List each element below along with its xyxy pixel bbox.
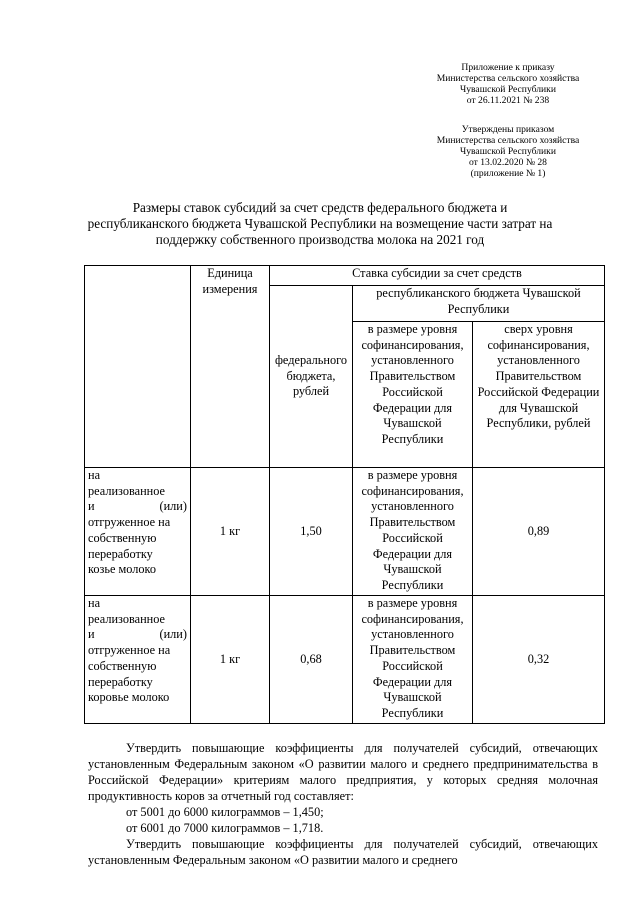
header-cell-unit: Единица измерения	[191, 266, 270, 468]
header-cell-blank	[85, 266, 191, 468]
table-row	[85, 468, 605, 596]
row-name-line: собственную	[88, 530, 157, 545]
header-line: Министерства сельского хозяйства	[436, 73, 580, 84]
unit-cell: 1 кг	[191, 468, 270, 596]
coefficients-paragraph: Утвердить повышающие коэффициенты для получателей субсидий, отвечающих установленным Федеральным законом «О развитии малого и среднего	[88, 837, 598, 867]
header-cell-republic: республиканского бюджета Чувашской Республики	[353, 286, 605, 322]
row-name-line: отгруженное на	[88, 643, 171, 658]
unit-cell: 1 кг	[191, 596, 270, 724]
coefficient-item: от 5001 до 6000 килограммов – 1,450;	[126, 805, 324, 819]
row-name-line: на	[88, 468, 101, 482]
row-name-line: козье молоко	[88, 562, 157, 577]
above-cofinancing-rate-cell: 0,89	[473, 468, 605, 596]
row-name-cell	[85, 596, 191, 724]
title-line: республиканского бюджета Чувашской Республики на возмещение части затрат на	[87, 216, 553, 231]
coefficient-item: от 6001 до 7000 килограммов – 1,718.	[126, 821, 324, 835]
row-name-line: и (или)	[88, 627, 187, 642]
row-name-line: переработку	[88, 674, 153, 689]
header-cell-federal: федерального бюджета, рублей	[270, 286, 353, 468]
title-line: поддержку собственного производства молока на 2021 год	[155, 232, 485, 247]
row-name-line: на	[88, 596, 101, 610]
row-name-line: отгруженное на	[88, 515, 171, 530]
header-line: Приложение к приказу	[461, 62, 555, 73]
row-name-line: собственную	[88, 658, 157, 673]
header-cell-above-cofinancing: сверх уровня софинансирования, установленного Правительством Российской Федерации для Чувашской Республики, рублей	[473, 322, 605, 468]
header-line: от 26.11.2021 № 238	[466, 95, 550, 106]
row-name-line: коровье молоко	[88, 690, 170, 705]
cofinancing-cell: в размере уровня софинансирования, установленного Правительством Российской Федерации для Чувашской Республики	[353, 596, 473, 724]
header-cell-rate: Ставка субсидии за счет средств	[270, 266, 605, 286]
approval-note	[400, 124, 616, 179]
row-name-line: реализованное	[88, 483, 165, 498]
document-title	[80, 200, 560, 248]
row-name-line: переработку	[88, 546, 153, 561]
header-line: (приложение № 1)	[470, 168, 546, 179]
header-line: Чувашской Республики	[460, 84, 556, 95]
body-text	[88, 740, 598, 868]
federal-rate-cell: 0,68	[270, 596, 353, 724]
table-row	[85, 596, 605, 724]
row-name-line: и (или)	[88, 499, 187, 514]
header-line: Министерства сельского хозяйства	[436, 135, 580, 146]
federal-rate-cell: 1,50	[270, 468, 353, 596]
row-name-line: реализованное	[88, 611, 165, 626]
coefficients-paragraph: Утвердить повышающие коэффициенты для получателей субсидий, отвечающих установленным Федеральным законом «О развитии малого и среднего предпринимательства в Российской Федерации» критериям малого предприятия, у которых средняя молочная продуктивность коров за отчетный год составляет:	[88, 741, 598, 803]
header-cell-cofinancing: в размере уровня софинансирования, установленного Правительством Российской Федерации для Чувашской Республики	[353, 322, 473, 468]
row-name-cell	[85, 468, 191, 596]
table-header-row	[85, 266, 605, 286]
above-cofinancing-rate-cell: 0,32	[473, 596, 605, 724]
header-line: Чувашской Республики	[460, 146, 556, 157]
appendix-note	[400, 62, 616, 106]
title-line: Размеры ставок субсидий за счет средств федерального бюджета и	[132, 200, 508, 215]
subsidy-rates-table	[84, 265, 605, 724]
header-line: Утверждены приказом	[461, 124, 555, 135]
header-line: от 13.02.2020 № 28	[469, 157, 547, 168]
cofinancing-cell: в размере уровня софинансирования, установленного Правительством Российской Федерации для Чувашской Республики	[353, 468, 473, 596]
